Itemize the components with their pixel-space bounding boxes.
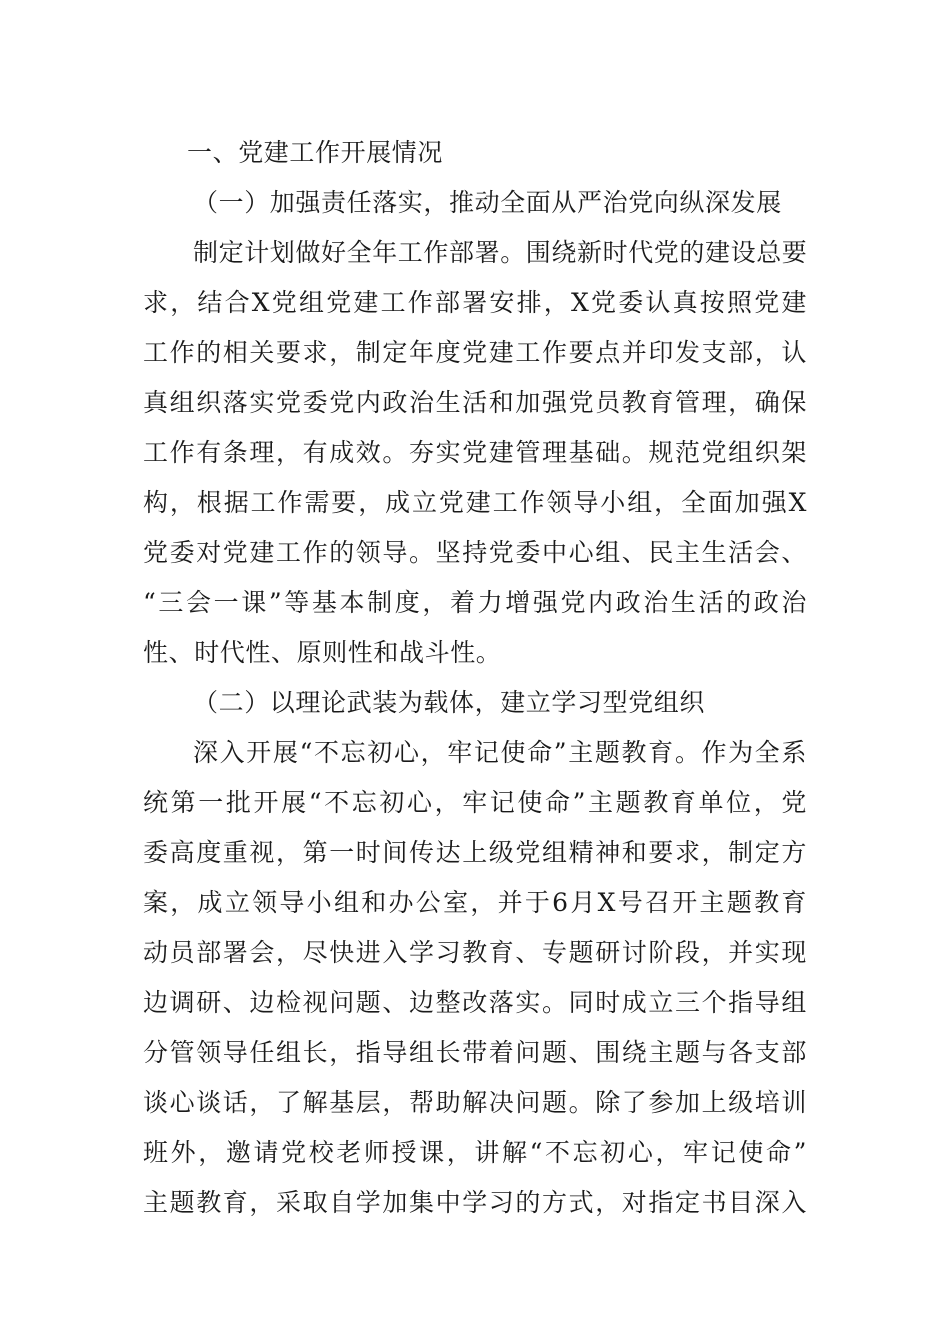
paragraph-line: 主题教育，采取自学加集中学习的方式，对指定书目深入 [143, 1188, 807, 1217]
paragraph-line: 工作有条理，有成效。夯实党建管理基础。规范党组织架 [143, 438, 807, 467]
paragraph-line: 求，结合X党组党建工作部署安排，X党委认真按照党建 [143, 288, 807, 317]
paragraph-line: 动员部署会，尽快进入学习教育、专题研讨阶段，并实现 [143, 938, 807, 967]
paragraph-line: 制定计划做好全年工作部署。围绕新时代党的建设总要 [193, 238, 807, 267]
section-1-title: （一）加强责任落实，推动全面从严治党向纵深发展 [193, 188, 782, 217]
paragraph-line: 性、时代性、原则性和战斗性。 [143, 638, 502, 667]
section-2-title: （二）以理论武装为载体，建立学习型党组织 [193, 688, 706, 717]
paragraph-line: 案，成立领导小组和办公室，并于6月X号召开主题教育 [143, 888, 807, 917]
heading-1: 一、党建工作开展情况 [187, 138, 444, 167]
paragraph-line: 边调研、边检视问题、边整改落实。同时成立三个指导组 [143, 988, 807, 1017]
section-1-paragraph [143, 228, 807, 678]
paragraph-line: 委高度重视，第一时间传达上级党组精神和要求，制定方 [143, 838, 807, 867]
paragraph-line: 分管领导任组长，指导组长带着问题、围绕主题与各支部 [143, 1038, 807, 1067]
paragraph-line: 深入开展“不忘初心，牢记使命”主题教育。作为全系 [193, 738, 807, 767]
document-body [143, 128, 807, 1228]
paragraph-line: 统第一批开展“不忘初心，牢记使命”主题教育单位，党 [143, 788, 807, 817]
paragraph-line: 党委对党建工作的领导。坚持党委中心组、民主生活会、 [143, 538, 807, 567]
paragraph-line: 真组织落实党委党内政治生活和加强党员教育管理，确保 [143, 388, 807, 417]
paragraph-line: 谈心谈话，了解基层，帮助解决问题。除了参加上级培训 [143, 1088, 807, 1117]
paragraph-line: 构，根据工作需要，成立党建工作领导小组，全面加强X [143, 488, 807, 517]
paragraph-line: 班外，邀请党校老师授课，讲解“不忘初心，牢记使命” [143, 1138, 807, 1167]
section-2-paragraph [143, 728, 807, 1228]
paragraph-line: 工作的相关要求，制定年度党建工作要点并印发支部，认 [143, 338, 807, 367]
paragraph-line: “三会一课”等基本制度，着力增强党内政治生活的政治 [143, 588, 807, 617]
